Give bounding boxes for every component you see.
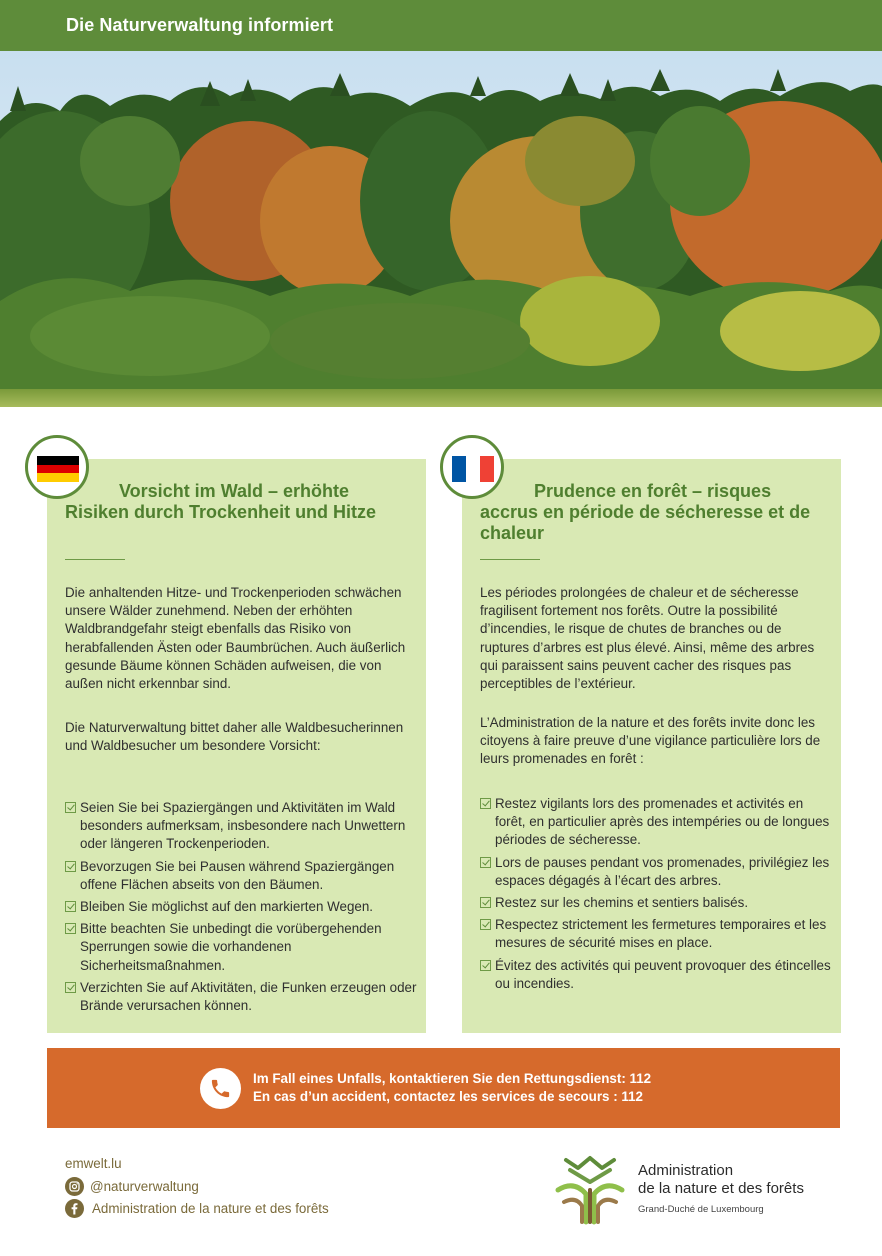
list-item: Verzichten Sie auf Aktivitäten, die Funken erzeugen oder Brände verursachen können. (65, 979, 417, 1015)
emergency-line-fr: En cas d’un accident, contactez les services de secours : 112 (253, 1089, 644, 1104)
german-info-card (47, 459, 426, 1033)
header-title: Die Naturverwaltung informiert (66, 15, 334, 35)
administration-name (638, 1162, 804, 1215)
emergency-banner (47, 1048, 840, 1128)
checkbox-icon (65, 901, 76, 912)
list-item: Seien Sie bei Spaziergängen und Aktivitäten im Wald besonders aufmerksam, insbesondere nach Unwettern oder längeren Trockenperioden. (65, 799, 417, 854)
instagram-icon (65, 1177, 84, 1196)
list-item: Restez sur les chemins et sentiers balisés. (480, 894, 832, 912)
forest-photo (0, 51, 882, 407)
instagram-link[interactable]: @naturverwaltung (65, 1176, 199, 1196)
phone-icon (200, 1068, 241, 1109)
facebook-icon (65, 1199, 84, 1218)
emergency-line-de: Im Fall eines Unfalls, kontaktieren Sie den Rettungsdienst: 112 (253, 1071, 652, 1086)
logo-line-3: Grand-Duché de Luxembourg (638, 1204, 764, 1215)
checkbox-icon (65, 923, 76, 934)
list-item: Lors de pauses pendant vos promenades, privilégiez les espaces dégagés à l’écart des arbres. (480, 854, 832, 890)
france-flag-icon (440, 435, 504, 499)
checkbox-icon (480, 798, 491, 809)
french-title: Prudence en forêt – risques accrus en période de sécheresse et de chaleur (480, 481, 811, 543)
logo-line-2: de la nature et des forêts (638, 1180, 804, 1197)
emergency-number[interactable]: 112 (621, 1089, 644, 1104)
checkbox-icon (65, 861, 76, 872)
title-divider (480, 559, 540, 560)
german-checklist (65, 799, 417, 1019)
german-paragraph-2: Die Naturverwaltung bittet daher alle Waldbesucherinnen und Waldbesucher um besondere Vorsicht: (65, 720, 404, 754)
administration-logo-icon (554, 1150, 626, 1226)
germany-flag-icon (25, 435, 89, 499)
list-item: Bevorzugen Sie bei Pausen während Spaziergängen offene Flächen abseits von den Bäumen. (65, 858, 417, 894)
title-divider (65, 559, 125, 560)
french-checklist (480, 795, 832, 997)
checkbox-icon (65, 982, 76, 993)
checkbox-icon (480, 960, 491, 971)
checkbox-icon (480, 897, 491, 908)
list-item: Bleiben Sie möglichst auf den markierten Wegen. (65, 898, 417, 916)
checkbox-icon (65, 802, 76, 813)
list-item: Évitez des activités qui peuvent provoquer des étincelles ou incendies. (480, 957, 832, 993)
german-title: Vorsicht im Wald – erhöhte Risiken durch Trockenheit und Hitze (65, 481, 377, 522)
emergency-number[interactable]: 112 (629, 1071, 652, 1086)
website-link[interactable]: emwelt.lu (65, 1156, 122, 1171)
logo-line-1: Administration (638, 1162, 734, 1179)
checkbox-icon (480, 857, 491, 868)
german-paragraph-1: Die anhaltenden Hitze- und Trockenperioden schwächen unsere Wälder zunehmend. Neben der erhöhten Waldbrandgefahr steigt ebenfalls das Risiko von herabfallenden Ästen oder Baumbrüchen. Auch äußerlich gesunde Bäume können Schäden aufweisen, die von außen nicht erkennbar sind. (65, 585, 406, 692)
list-item: Bitte beachten Sie unbedingt die vorübergehenden Sperrungen sowie die vorhandenen Sicherheitsmaßnahmen. (65, 920, 417, 975)
list-item: Restez vigilants lors des promenades et activités en forêt, en particulier après des intempéries ou de longues périodes de sécheresse. (480, 795, 832, 850)
french-paragraph-2: L’Administration de la nature et des forêts invite donc les citoyens à faire preuve d’une vigilance particulière lors de leurs promenades en forêt : (480, 715, 821, 767)
checkbox-icon (480, 919, 491, 930)
list-item: Respectez strictement les fermetures temporaires et les mesures de sécurité mises en place. (480, 916, 832, 952)
facebook-link[interactable]: Administration de la nature et des forêts (65, 1198, 329, 1218)
french-info-card (462, 459, 841, 1033)
french-paragraph-1: Les périodes prolongées de chaleur et de sécheresse fragilisent fortement nos forêts. Outre la possibilité d’incendies, le risque de chutes de branches ou de ruptures d’arbres est plus élevé. Ainsi, même des arbres qui paraissent sains peuvent cacher des risques pas perceptibles de l’extérieur. (480, 585, 815, 692)
header-bar (0, 0, 882, 51)
